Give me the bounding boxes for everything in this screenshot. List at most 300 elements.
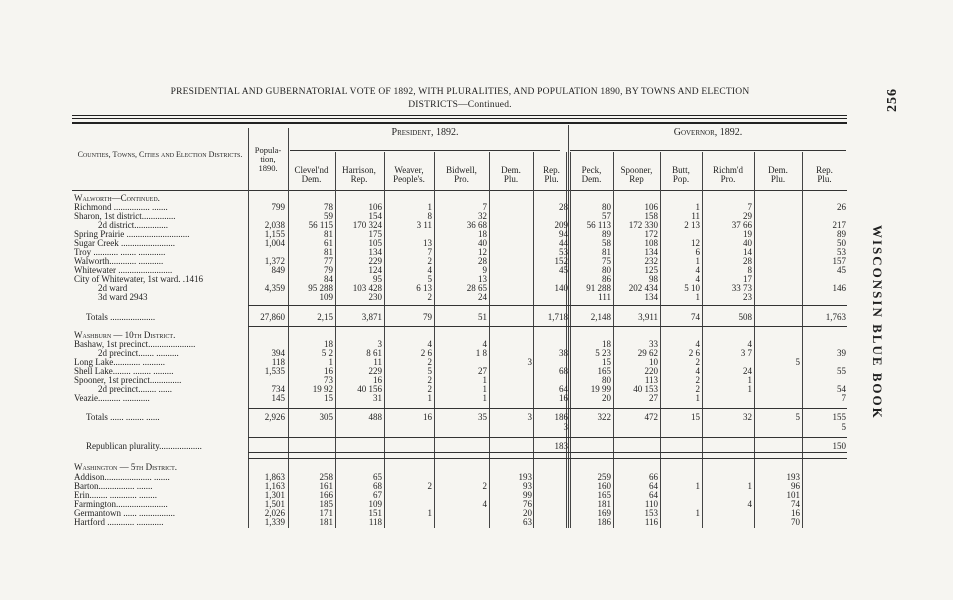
table-cell: 4 [747, 339, 752, 349]
table-row [74, 462, 846, 472]
table-cell: 32 [478, 211, 487, 221]
table-cell: 3 [377, 339, 382, 349]
table-cell: 18 [324, 339, 333, 349]
table-cell: 91 288 [586, 283, 611, 293]
table-cell: 508 [738, 312, 752, 322]
table-cell: 54 [837, 384, 846, 394]
column-header-line2: Dem. [581, 174, 602, 184]
table-cell: 50 [837, 238, 846, 248]
table-cell: 1 8 [475, 348, 487, 358]
row-name: Barton................ ....... [74, 481, 153, 491]
row-name: Long Lake............ .......... [74, 357, 165, 367]
column-header-line2: Pro. [720, 174, 736, 184]
column-header [572, 166, 611, 184]
table-cell: 2 [427, 357, 432, 367]
table-cell: 35 [478, 412, 487, 422]
row-name: Washburn — 10th District. [74, 330, 176, 340]
table-cell: 3 7 [740, 348, 752, 358]
header-president: President, 1892. [391, 127, 459, 138]
table-cell: 5 23 [595, 348, 611, 358]
table-cell: 160 [597, 481, 611, 491]
row-name: Veazie.......... ............ [74, 393, 150, 403]
table-cell: 5 [795, 412, 800, 422]
row-name: Germantown ...... ................ [74, 508, 175, 518]
table-cell: 81 [324, 229, 333, 239]
table-cell: 16 [791, 508, 800, 518]
table-cell: 53 [559, 247, 568, 257]
table-cell: 2 6 [420, 348, 432, 358]
table-row [74, 422, 846, 432]
table-cell: 165 [597, 490, 611, 500]
table-cell: 134 [644, 292, 658, 302]
table-cell: 170 324 [352, 220, 382, 230]
table-cell: 39 [837, 348, 846, 358]
column-header-line1: Harrison, [342, 165, 376, 175]
table-cell: 101 [786, 490, 800, 500]
table-cell: 111 [598, 292, 611, 302]
table-cell: 103 428 [352, 283, 382, 293]
row-name: Hartford ............ ............ [74, 517, 164, 527]
table-cell: 186 [597, 517, 611, 527]
column-header-line1: Richm'd [712, 165, 744, 175]
table-cell: 56 113 [586, 220, 611, 230]
table-cell: 16 [373, 375, 382, 385]
column-header-line1: Rep. [816, 165, 833, 175]
header-counties: Counties, Towns, Cities and Election Districts. [77, 150, 243, 159]
table-cell: 79 [423, 312, 432, 322]
table-cell: 2 [427, 292, 432, 302]
table-cell: 105 [368, 238, 382, 248]
table-cell: 158 [644, 211, 658, 221]
table-cell: 193 [786, 472, 800, 482]
table-cell: 799 [271, 202, 285, 212]
table-cell: 2 [427, 481, 432, 491]
table-cell: 1,535 [264, 366, 285, 376]
column-header [290, 166, 333, 184]
table-cell: 1,301 [264, 490, 285, 500]
table-cell: 89 [837, 229, 846, 239]
table-cell: 16 [324, 366, 333, 376]
heading-line-2: DISTRICTS—Continued. [408, 100, 512, 110]
table-cell: 40 [743, 238, 752, 248]
table-cell: 232 [644, 256, 658, 266]
table-cell: 4,359 [264, 283, 285, 293]
row-name: Sugar Creek ........................ [74, 238, 175, 248]
row-name: Addison..................... ....... [74, 472, 170, 482]
table-cell: 1 [482, 393, 487, 403]
table-cell: 1 [427, 202, 432, 212]
table-cell: 4 [695, 339, 700, 349]
table-cell: 1 [482, 384, 487, 394]
table-cell: 5 [427, 366, 432, 376]
table-cell: 7 [427, 247, 432, 257]
table-cell: 193 [518, 472, 532, 482]
column-header [662, 166, 700, 184]
table-cell: 2 [427, 256, 432, 266]
table-cell: 13 [478, 274, 487, 284]
top-rule [72, 115, 847, 116]
row-name: Totals .................... [86, 312, 156, 322]
table-cell: 186 [554, 412, 568, 422]
table-cell: 3,911 [638, 312, 658, 322]
table-cell: 171 [319, 508, 333, 518]
table-cell: 84 [324, 274, 333, 284]
table-cell: 12 [691, 238, 700, 248]
row-name: 2d precinct........ ...... [98, 384, 172, 394]
row-name: Spring Prairie ............................ [74, 229, 190, 239]
column-header-line1: Rep. [543, 165, 560, 175]
table-cell: 108 [644, 238, 658, 248]
table-cell: 183 [554, 441, 568, 451]
section-rule [248, 408, 847, 409]
row-name: 3d ward 2943 [98, 292, 148, 302]
table-cell: 5 [427, 274, 432, 284]
table-cell: 73 [324, 375, 333, 385]
column-header-line1: Dem. [768, 165, 788, 175]
table-cell: 134 [644, 247, 658, 257]
table-cell: 217 [832, 220, 846, 230]
table-cell: 5 [841, 422, 846, 432]
row-name: Farmington....................... [74, 499, 168, 509]
table-cell: 175 [368, 229, 382, 239]
page-number: 256 [885, 88, 900, 112]
table-cell: 181 [319, 517, 333, 527]
table-heading [105, 86, 815, 112]
table-cell: 1 [695, 508, 700, 518]
table-cell: 118 [271, 357, 285, 367]
table-cell: 8 [427, 211, 432, 221]
table-cell: 166 [319, 490, 333, 500]
table-cell: 2 [427, 384, 432, 394]
table-cell: 95 [373, 274, 382, 284]
table-cell: 40 [478, 238, 487, 248]
table-cell: 68 [373, 481, 382, 491]
column-header [490, 166, 532, 184]
table-cell: 849 [271, 265, 285, 275]
table-cell: 146 [832, 283, 846, 293]
table-cell: 55 [837, 366, 846, 376]
column-header [704, 166, 752, 184]
row-name: Spooner, 1st precinct.............. [74, 375, 182, 385]
table-cell: 4 [747, 499, 752, 509]
column-header-line2: Pop. [672, 174, 690, 184]
column-header-line2: Rep [629, 174, 644, 184]
table-cell: 181 [597, 499, 611, 509]
table-cell: 1 [695, 393, 700, 403]
table-cell: 161 [319, 481, 333, 491]
table-cell: 1,501 [264, 499, 285, 509]
row-name: Totals ...... ........ ...... [86, 412, 160, 422]
table-cell: 98 [649, 274, 658, 284]
table-cell: 37 66 [731, 220, 752, 230]
table-cell: 40 156 [357, 384, 382, 394]
table-cell: 65 [373, 472, 382, 482]
row-name: Republican plurality................... [86, 441, 202, 451]
table-cell: 64 [649, 481, 658, 491]
table-cell: 4 [695, 274, 700, 284]
top-rule [72, 122, 847, 124]
table-cell: 80 [602, 202, 611, 212]
section-rule [248, 326, 847, 327]
column-header-line2: Plu. [503, 174, 519, 184]
table-cell: 78 [324, 202, 333, 212]
table-cell: 5 [795, 357, 800, 367]
row-name: Troy ........... ....... ............ [74, 247, 166, 257]
table-cell: 28 [559, 202, 568, 212]
table-cell: 1 [427, 508, 432, 518]
table-cell: 1,763 [825, 312, 846, 322]
table-cell: 8 [747, 265, 752, 275]
table-cell: 5 10 [684, 283, 700, 293]
table-cell: 4 [427, 265, 432, 275]
header-divider [290, 150, 560, 151]
table-cell: 53 [837, 247, 846, 257]
table-cell: 1 [695, 481, 700, 491]
table-cell: 172 330 [628, 220, 658, 230]
table-cell: 2 [482, 481, 487, 491]
table-cell: 7 [841, 393, 846, 403]
table-cell: 81 [602, 247, 611, 257]
row-name: Erin........ ............ ........ [74, 490, 157, 500]
table-cell: 1 [695, 256, 700, 266]
column-header-line2: Plu. [770, 174, 786, 184]
table-cell: 27 [649, 393, 658, 403]
table-cell: 125 [644, 265, 658, 275]
row-name: 2d district............... [98, 220, 168, 230]
table-cell: 1,718 [547, 312, 568, 322]
table-cell: 3 [527, 357, 532, 367]
table-cell: 118 [368, 517, 382, 527]
table-cell: 488 [368, 412, 382, 422]
table-cell: 19 99 [590, 384, 611, 394]
table-cell: 1 [482, 375, 487, 385]
table-cell: 28 [478, 256, 487, 266]
table-cell: 24 [478, 292, 487, 302]
column-header [436, 166, 487, 184]
table-cell: 3 [563, 422, 568, 432]
table-cell: 33 73 [731, 283, 752, 293]
row-name: 2d precinct....... .......... [98, 348, 179, 358]
table-cell: 44 [559, 238, 568, 248]
table-cell: 113 [644, 375, 658, 385]
table-cell: 155 [832, 412, 846, 422]
table-cell: 4 [482, 499, 487, 509]
table-cell: 51 [478, 312, 487, 322]
table-cell: 1 [427, 393, 432, 403]
table-cell: 229 [368, 256, 382, 266]
table-row [74, 441, 846, 451]
table-cell: 202 434 [628, 283, 658, 293]
table-cell: 2 13 [684, 220, 700, 230]
table-cell: 2,026 [264, 508, 285, 518]
table-cell: 110 [644, 499, 658, 509]
table-cell: 15 [324, 393, 333, 403]
column-header-line2: Dem. [301, 174, 322, 184]
table-cell: 75 [602, 256, 611, 266]
table-cell: 33 [649, 339, 658, 349]
table-row [74, 312, 846, 322]
column-header-line1: Clevel'nd [294, 165, 329, 175]
table-cell: 2 [695, 375, 700, 385]
table-cell: 1 [747, 481, 752, 491]
row-name: City of Whitewater, 1st ward. .1416 [74, 274, 203, 284]
table-cell: 93 [523, 481, 532, 491]
table-cell: 1 [695, 292, 700, 302]
table-cell: 77 [324, 256, 333, 266]
table-cell: 95 288 [308, 283, 333, 293]
table-cell: 29 62 [637, 348, 658, 358]
table-cell: 229 [368, 366, 382, 376]
table-cell: 8 61 [366, 348, 382, 358]
table-cell: 152 [554, 256, 568, 266]
table-cell: 151 [368, 508, 382, 518]
table-cell: 6 [695, 247, 700, 257]
table-cell: 145 [271, 393, 285, 403]
column-header-line1: Dem. [501, 165, 521, 175]
table-cell: 6 13 [416, 283, 432, 293]
table-cell: 734 [271, 384, 285, 394]
table-cell: 165 [597, 366, 611, 376]
table-cell: 109 [319, 292, 333, 302]
table-cell: 99 [523, 490, 532, 500]
header-divider [570, 150, 846, 151]
table-cell: 3 [527, 412, 532, 422]
table-cell: 2,15 [317, 312, 333, 322]
column-header [803, 166, 846, 184]
table-cell: 68 [559, 366, 568, 376]
table-cell: 230 [368, 292, 382, 302]
table-cell: 16 [559, 393, 568, 403]
section-rule [248, 452, 847, 453]
table-cell: 74 [691, 312, 700, 322]
table-cell: 1 [747, 375, 752, 385]
table-cell: 1,155 [264, 229, 285, 239]
table-cell: 70 [791, 517, 800, 527]
table-cell: 1,339 [264, 517, 285, 527]
table-cell: 209 [554, 220, 568, 230]
table-row [74, 393, 846, 403]
table-cell: 80 [602, 265, 611, 275]
table-cell: 96 [791, 481, 800, 491]
table-cell: 5 2 [321, 348, 333, 358]
table-row [74, 412, 846, 422]
table-cell: 116 [644, 517, 658, 527]
table-cell: 16 [423, 412, 432, 422]
table-cell: 2,148 [590, 312, 611, 322]
table-cell: 57 [602, 211, 611, 221]
column-header-line2: Plu. [544, 174, 559, 184]
table-cell: 106 [368, 202, 382, 212]
section-rule [248, 458, 847, 459]
column-header-line1: Butt, [672, 165, 690, 175]
table-cell: 66 [649, 472, 658, 482]
top-rule [72, 118, 847, 119]
table-cell: 150 [832, 441, 846, 451]
column-header-line1: Spooner, [620, 165, 653, 175]
column-header-line2: Pro. [454, 174, 469, 184]
section-rule [248, 305, 847, 306]
book-title: WISCONSIN BLUE BOOK [870, 225, 885, 420]
column-header-line1: Bidwell, [446, 165, 477, 175]
table-cell: 140 [554, 283, 568, 293]
row-name: 2d ward [98, 283, 128, 293]
row-name: Walworth—Continued. [74, 193, 160, 203]
table-cell: 28 [743, 256, 752, 266]
table-cell: 472 [644, 412, 658, 422]
table-cell: 45 [837, 265, 846, 275]
table-cell: 305 [319, 412, 333, 422]
table-cell: 134 [368, 247, 382, 257]
table-cell: 106 [644, 202, 658, 212]
table-cell: 2 [695, 357, 700, 367]
column-header-line2: Rep. [350, 174, 368, 184]
table-cell: 11 [691, 211, 700, 221]
row-name: Walworth............ ........... [74, 256, 164, 266]
table-cell: 1 [328, 357, 333, 367]
table-cell: 153 [644, 508, 658, 518]
table-cell: 4 [427, 339, 432, 349]
column-header-line2: People's. [393, 174, 425, 184]
table-cell: 2,038 [264, 220, 285, 230]
table-cell: 7 [482, 202, 487, 212]
table-cell: 20 [602, 393, 611, 403]
table-cell: 24 [743, 366, 752, 376]
table-cell: 11 [373, 357, 382, 367]
table-cell: 1,372 [264, 256, 285, 266]
table-row [74, 292, 846, 302]
table-cell: 29 [743, 211, 752, 221]
section-rule [248, 437, 847, 438]
table-cell: 258 [319, 472, 333, 482]
column-header-line1: Weaver, [394, 165, 424, 175]
row-name: Richmond ................ ....... [74, 202, 168, 212]
row-name: Bashaw, 1st precinct..................... [74, 339, 196, 349]
table-cell: 79 [324, 265, 333, 275]
table-cell: 394 [271, 348, 285, 358]
table-cell: 15 [602, 357, 611, 367]
column-header [535, 166, 568, 184]
table-cell: 1,163 [264, 481, 285, 491]
table-cell: 154 [368, 211, 382, 221]
table-cell: 32 [743, 412, 752, 422]
table-cell: 27 [478, 366, 487, 376]
table-row [74, 517, 846, 527]
table-cell: 109 [368, 499, 382, 509]
table-cell: 2 [427, 375, 432, 385]
table-cell: 1,863 [264, 472, 285, 482]
column-header [386, 166, 432, 184]
table-cell: 13 [423, 238, 432, 248]
table-cell: 2 [695, 384, 700, 394]
table-cell: 26 [837, 202, 846, 212]
table-cell: 172 [644, 229, 658, 239]
table-cell: 3,871 [361, 312, 382, 322]
table-cell: 31 [373, 393, 382, 403]
table-cell: 38 [559, 348, 568, 358]
row-name: Washington — 5th District. [74, 462, 178, 472]
table-cell: 18 [602, 339, 611, 349]
table-cell: 56 115 [308, 220, 333, 230]
heading-line-1: PRESIDENTIAL AND GUBERNATORIAL VOTE OF 1892, WITH PLURALITIES, AND POPULATION 1890, BY TOWNS AND ELECTION [170, 87, 750, 97]
table-cell: 14 [743, 247, 752, 257]
table-cell: 15 [691, 412, 700, 422]
column-header-line2: Plu. [817, 174, 832, 184]
table-cell: 18 [478, 229, 487, 239]
table-cell: 185 [319, 499, 333, 509]
table-cell: 3 11 [416, 220, 432, 230]
table-cell: 94 [559, 229, 568, 239]
table-cell: 81 [324, 247, 333, 257]
